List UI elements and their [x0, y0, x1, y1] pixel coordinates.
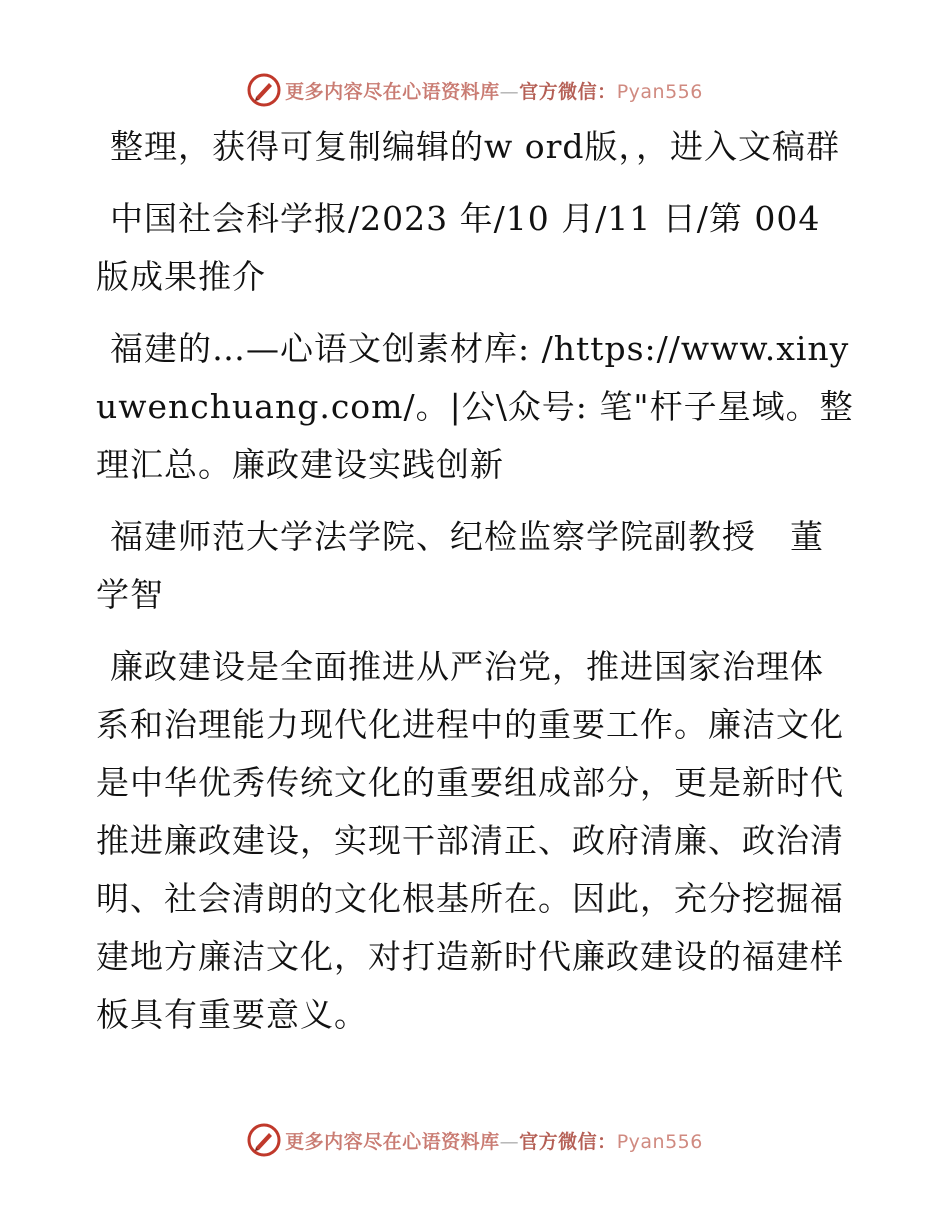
paragraph-body: 廉政建设是全面推进从严治党，推进国家治理体系和治理能力现代化进程中的重要工作。廉洁文化是中华优秀传统文化的重要组成部分，更是新时代推进廉政建设，实现干部清正、政府清廉、政治清明、社会清朗的文化根基所在。因此，充分挖掘福建地方廉洁文化，对打造新时代廉政建设的福建样板具有重要意义。	[96, 647, 844, 1034]
watermark-separator: —	[499, 1130, 520, 1153]
watermark-main: 更多内容尽在心语资料库	[285, 80, 500, 103]
watermark-text	[285, 77, 703, 104]
watermark-wechat-label: 官方微信：	[519, 80, 617, 103]
paragraph-title: 福建的…—心语文创素材库: /https://www.xinyuwenchuang.com/。|公\众号: 笔"杆子星域。整理汇总。廉政建设实践创新	[96, 329, 854, 484]
paragraph-source: 中国社会科学报/2023 年/10 月/11 日/第 004 版成果推介	[96, 199, 821, 296]
header-watermark	[0, 70, 950, 110]
watermark-wechat-id: Pyan556	[616, 80, 703, 103]
watermark-wechat-id: Pyan556	[616, 1130, 703, 1153]
pen-logo-icon	[247, 73, 281, 107]
document-body	[96, 118, 856, 1058]
paragraph-author: 福建师范大学法学院、纪检监察学院副教授 董学智	[96, 517, 824, 614]
pen-logo-icon	[247, 1123, 281, 1157]
watermark-separator: —	[499, 80, 520, 103]
watermark-wechat-label: 官方微信：	[519, 1130, 617, 1153]
paragraph-intro: 整理，获得可复制编辑的w ord版，，进入文稿群	[110, 127, 841, 166]
footer-watermark	[0, 1120, 950, 1160]
watermark-text	[285, 1127, 703, 1154]
watermark-main: 更多内容尽在心语资料库	[285, 1130, 500, 1153]
